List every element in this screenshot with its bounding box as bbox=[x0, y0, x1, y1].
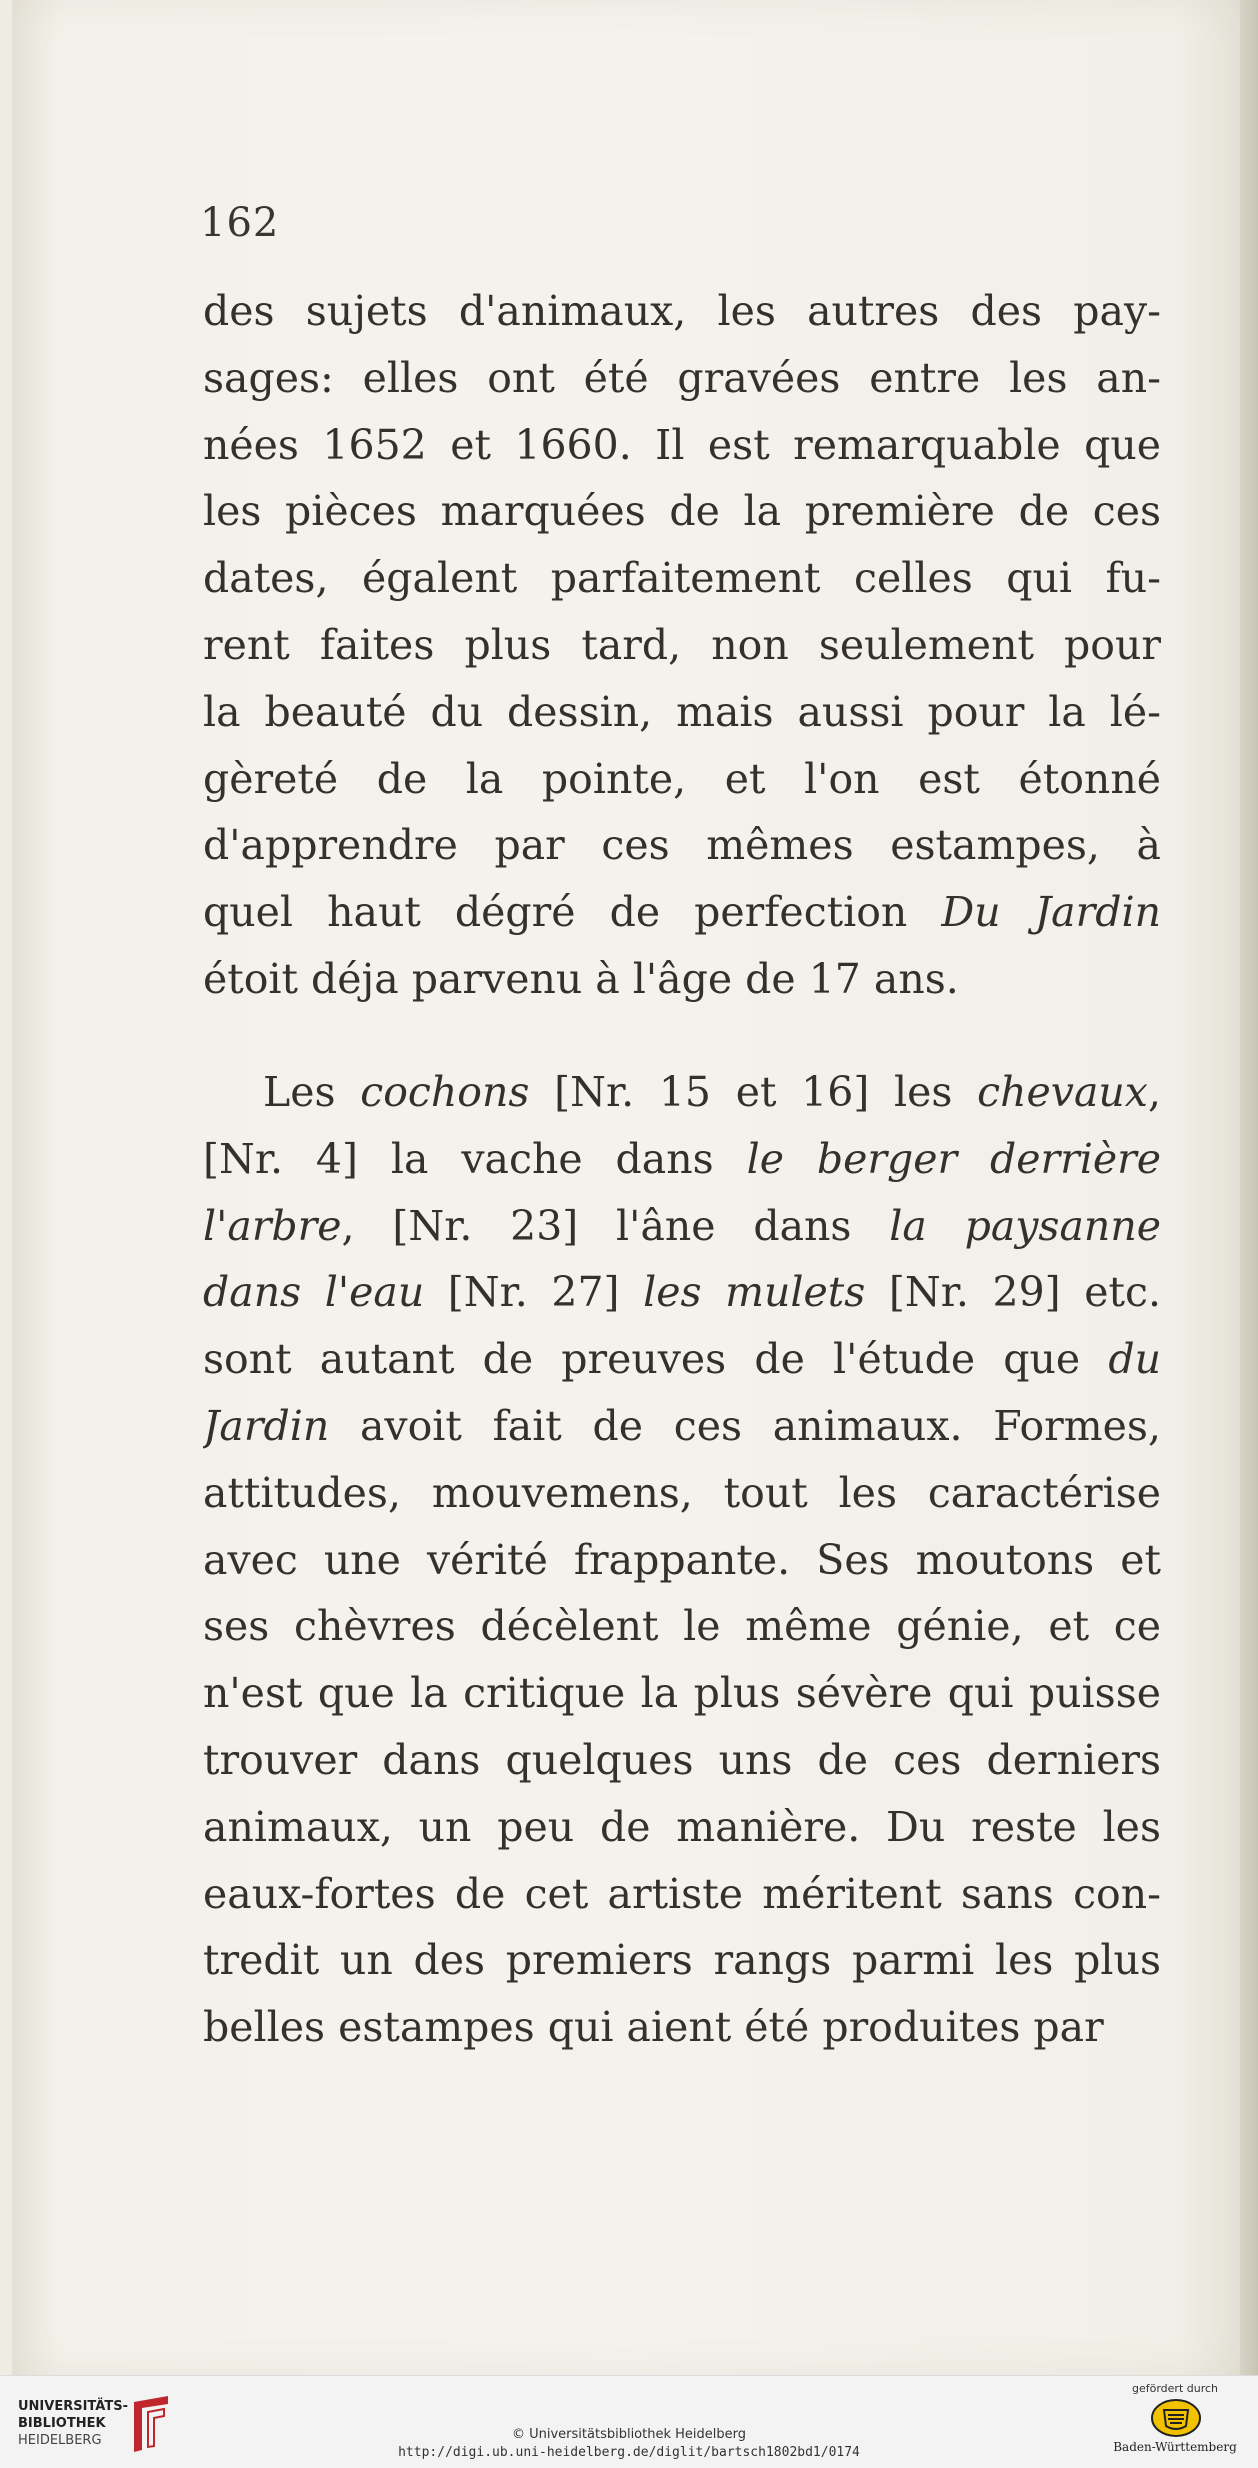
italic-title: chevaux bbox=[977, 1068, 1148, 1116]
library-name-line1: UNIVERSITÄTS- bbox=[18, 2399, 128, 2414]
text-line: n'est que la critique la plus sévère qui puisse bbox=[203, 1669, 1161, 1718]
text-line: belles estampes qui aient été produites par bbox=[203, 2003, 1104, 2052]
library-name-line2: BIBLIOTHEK bbox=[18, 2416, 106, 2431]
page-number: 162 bbox=[200, 200, 280, 246]
text-line: attitudes, mouvemens, tout les caractérise bbox=[203, 1468, 1161, 1517]
text-line: dates, égalent parfaitement celles qui fu- bbox=[203, 554, 1161, 603]
text-line: tredit un des premiers rangs parmi les plus bbox=[203, 1936, 1161, 1985]
italic-title: dans l'eau bbox=[203, 1268, 425, 1317]
funder-name: Baden-Württemberg bbox=[1113, 2440, 1237, 2454]
italic-title: la paysanne bbox=[889, 1201, 1161, 1250]
italic-title: cochons bbox=[360, 1068, 530, 1116]
text-line: l'arbre, [Nr. 23] l'âne dans la paysanne bbox=[203, 1201, 1161, 1250]
italic-title: Jardin bbox=[203, 1401, 330, 1450]
text-line: gèreté de la pointe, et l'on est étonné bbox=[203, 754, 1161, 803]
text-line: dans l'eau [Nr. 27] les mulets [Nr. 29] etc. bbox=[203, 1268, 1161, 1317]
library-name-line3: HEIDELBERG bbox=[18, 2433, 102, 2448]
text-line: avec une vérité frappante. Ses moutons et bbox=[203, 1535, 1161, 1584]
text-line: d'apprendre par ces mêmes estampes, à bbox=[203, 821, 1161, 870]
text-line: eaux-fortes de cet artiste méritent sans con- bbox=[203, 1869, 1161, 1918]
state-seal-icon bbox=[1150, 2398, 1202, 2438]
italic-title: Du Jardin bbox=[941, 888, 1161, 937]
italic-title: le berger derrière bbox=[746, 1134, 1161, 1183]
paragraph-2 bbox=[203, 1059, 1161, 2061]
text-line: ses chèvres décèlent le même génie, et ce bbox=[203, 1602, 1161, 1651]
text-line: quel haut dégré de perfection Du Jardin bbox=[203, 888, 1161, 937]
text-line: sages: elles ont été gravées entre les an- bbox=[203, 353, 1161, 402]
italic-title: du bbox=[1108, 1335, 1161, 1384]
copyright-notice: © Universitätsbibliothek Heidelberg bbox=[511, 2427, 746, 2442]
text-line: la beauté du dessin, mais aussi pour la lé- bbox=[203, 687, 1161, 736]
text-line: Jardin avoit fait de ces animaux. Formes, bbox=[203, 1401, 1161, 1450]
text-line: les pièces marquées de la première de ces bbox=[203, 487, 1161, 536]
page-edge bbox=[1240, 0, 1258, 2375]
italic-title: les mulets bbox=[643, 1268, 866, 1317]
text-line: des sujets d'animaux, les autres des pay- bbox=[203, 287, 1161, 335]
text-line: sont autant de preuves de l'étude que du bbox=[203, 1335, 1161, 1384]
permalink-url[interactable]: http://digi.ub.uni-heidelberg.de/diglit/bartsch1802bd1/0174 bbox=[398, 2445, 860, 2460]
text-line: trouver dans quelques uns de ces derniers bbox=[203, 1735, 1161, 1784]
text-line: étoit déja parvenu à l'âge de 17 ans. bbox=[203, 954, 959, 1003]
text-line: animaux, un peu de manière. Du reste les bbox=[203, 1802, 1161, 1851]
text-line: Les cochons [Nr. 15 et 16] les chevaux, bbox=[263, 1068, 1161, 1116]
footer bbox=[0, 2375, 1258, 2468]
paragraph-1 bbox=[203, 278, 1161, 1013]
funded-by-label: gefördert durch bbox=[1131, 2382, 1219, 2395]
text-line: [Nr. 4] la vache dans le berger derrière bbox=[203, 1134, 1161, 1183]
text-line: nées 1652 et 1660. Il est remarquable que bbox=[203, 420, 1161, 469]
italic-title: l'arbre bbox=[203, 1201, 342, 1250]
text-line: rent faites plus tard, non seulement pour bbox=[203, 620, 1161, 669]
